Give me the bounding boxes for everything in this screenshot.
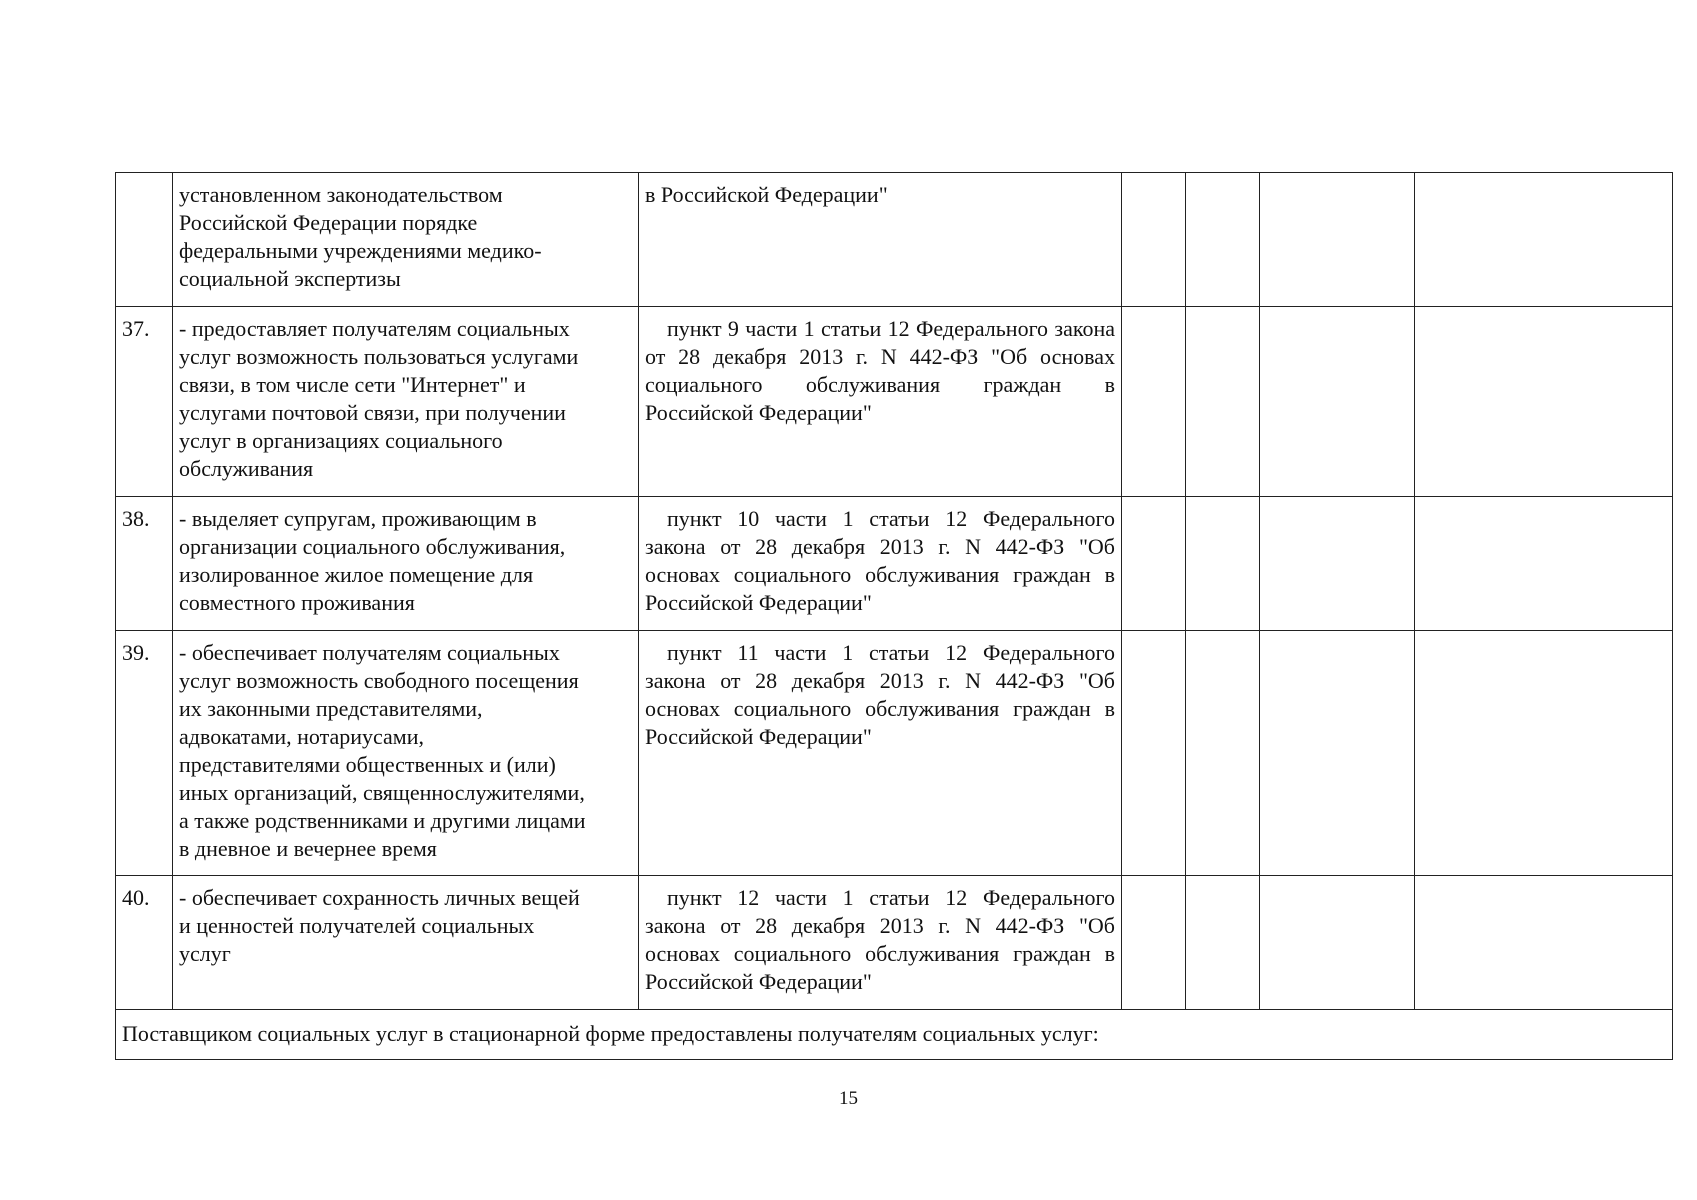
legal-reference-text: пункт 11 части 1 статьи 12 Федерального закона от 28 декабря 2013 г. N 442-ФЗ "Об основах социального обслуживания граждан в Российской Федерации" xyxy=(645,640,1115,749)
requirement-line: а также родственниками и другими лицами xyxy=(179,808,586,833)
legal-reference-text: пункт 9 части 1 статьи 12 Федерального закона от 28 декабря 2013 г. N 442-ФЗ "Об основах социального обслуживания граждан в Российской Федерации" xyxy=(645,316,1115,425)
section-heading-row xyxy=(116,1010,1673,1060)
requirement-line: иных организаций, священнослужителями, xyxy=(179,780,585,805)
requirement-cell xyxy=(173,497,639,631)
answer-no-cell[interactable] xyxy=(1186,173,1260,307)
requirement-line: социальной экспертизы xyxy=(179,266,401,291)
answer-no-cell[interactable] xyxy=(1186,307,1260,497)
requirement-cell xyxy=(173,876,639,1010)
requirement-line: связи, в том числе сети "Интернет" и xyxy=(179,372,526,397)
legal-reference-cell xyxy=(639,876,1122,1010)
answer-no-cell[interactable] xyxy=(1186,631,1260,876)
requirement-line: обслуживания xyxy=(179,456,314,481)
requirement-line: совместного проживания xyxy=(179,590,415,615)
requirement-line: их законными представителями, xyxy=(179,696,483,721)
row-number-cell: 39. xyxy=(116,631,173,876)
answer-yes-cell[interactable] xyxy=(1122,631,1186,876)
not-applicable-cell[interactable] xyxy=(1260,497,1415,631)
requirement-line: Российской Федерации порядке xyxy=(179,210,478,235)
notes-cell[interactable] xyxy=(1415,876,1673,1010)
requirement-line: изолированное жилое помещение для xyxy=(179,562,534,587)
table-row xyxy=(116,631,1673,876)
answer-no-cell[interactable] xyxy=(1186,876,1260,1010)
answer-no-cell[interactable] xyxy=(1186,497,1260,631)
answer-yes-cell[interactable] xyxy=(1122,497,1186,631)
table-row xyxy=(116,876,1673,1010)
notes-cell[interactable] xyxy=(1415,497,1673,631)
answer-yes-cell[interactable] xyxy=(1122,173,1186,307)
requirement-line: услугами почтовой связи, при получении xyxy=(179,400,566,425)
legal-reference-cell xyxy=(639,497,1122,631)
table-row xyxy=(116,307,1673,497)
notes-cell[interactable] xyxy=(1415,631,1673,876)
requirement-line: федеральными учреждениями медико- xyxy=(179,238,542,263)
legal-reference-text: пункт 10 части 1 статьи 12 Федерального закона от 28 декабря 2013 г. N 442-ФЗ "Об основах социального обслуживания граждан в Российской Федерации" xyxy=(645,506,1115,615)
requirement-line: услуг возможность пользоваться услугами xyxy=(179,344,579,369)
row-number-cell: 37. xyxy=(116,307,173,497)
legal-reference-cell xyxy=(639,631,1122,876)
table-row xyxy=(116,173,1673,307)
notes-cell[interactable] xyxy=(1415,307,1673,497)
not-applicable-cell[interactable] xyxy=(1260,173,1415,307)
page-number: 15 xyxy=(839,1088,858,1109)
section-heading-cell: Поставщиком социальных услуг в стационарной форме предоставлены получателям социальных услуг: xyxy=(116,1010,1673,1060)
legal-reference-text: пункт 12 части 1 статьи 12 Федерального закона от 28 декабря 2013 г. N 442-ФЗ "Об основах социального обслуживания граждан в Российской Федерации" xyxy=(645,885,1115,994)
requirement-line: организации социального обслуживания, xyxy=(179,534,566,559)
requirement-line: представителями общественных и (или) xyxy=(179,752,556,777)
requirement-line: установленном законодательством xyxy=(179,182,503,207)
requirement-cell xyxy=(173,307,639,497)
not-applicable-cell[interactable] xyxy=(1260,307,1415,497)
requirement-cell xyxy=(173,631,639,876)
row-number-cell: 40. xyxy=(116,876,173,1010)
requirement-line: - предоставляет получателям социальных xyxy=(179,316,570,341)
table-row xyxy=(116,497,1673,631)
not-applicable-cell[interactable] xyxy=(1260,631,1415,876)
requirement-cell xyxy=(173,173,639,307)
requirement-line: услуг в организациях социального xyxy=(179,428,503,453)
requirement-line: в дневное и вечернее время xyxy=(179,836,437,861)
not-applicable-cell[interactable] xyxy=(1260,876,1415,1010)
answer-yes-cell[interactable] xyxy=(1122,307,1186,497)
legal-reference-cell xyxy=(639,307,1122,497)
legal-reference-cell xyxy=(639,173,1122,307)
requirement-line: адвокатами, нотариусами, xyxy=(179,724,424,749)
notes-cell[interactable] xyxy=(1415,173,1673,307)
requirement-line: услуг xyxy=(179,941,231,966)
requirement-line: - обеспечивает сохранность личных вещей xyxy=(179,885,580,910)
checklist-table xyxy=(115,172,1673,1060)
answer-yes-cell[interactable] xyxy=(1122,876,1186,1010)
legal-reference-text: в Российской Федерации" xyxy=(645,182,888,207)
row-number-cell xyxy=(116,173,173,307)
requirement-line: и ценностей получателей социальных xyxy=(179,913,535,938)
requirement-line: услуг возможность свободного посещения xyxy=(179,668,579,693)
requirement-line: - выделяет супругам, проживающим в xyxy=(179,506,537,531)
requirement-line: - обеспечивает получателям социальных xyxy=(179,640,560,665)
row-number-cell: 38. xyxy=(116,497,173,631)
